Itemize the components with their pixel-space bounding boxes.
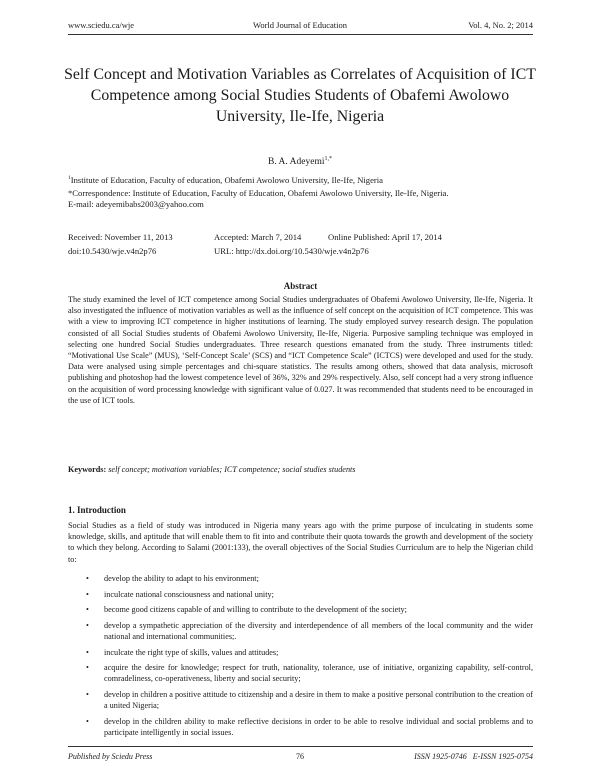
header-rule [68, 34, 533, 35]
affiliation-text: Institute of Education, Faculty of education, Obafemi Awolowo University, Ile-Ife, Nigeria [70, 174, 383, 185]
doi[interactable]: doi:10.5430/wje.v4n2p76 [68, 246, 157, 256]
objectives-list [68, 573, 533, 743]
list-item [68, 604, 533, 615]
header-journal: World Journal of Education [253, 20, 347, 30]
bullet-icon: • [86, 689, 89, 699]
received-date: Received: November 11, 2013 [68, 232, 173, 242]
accepted-date: Accepted: March 7, 2014 [214, 232, 302, 242]
keywords-label: Keywords: [68, 465, 107, 474]
paper-title: Self Concept and Motivation Variables as Correlates of Acquisition of ICT Competence among Social Studies Students of Obafemi Awolowo University, Ile-Ife, Nigeria [64, 66, 536, 125]
list-item [68, 689, 533, 711]
footer-rule [68, 746, 533, 747]
bullet-icon: • [86, 716, 89, 726]
list-item-text: acquire the desire for knowledge; respect for truth, nationality, tolerance, use of initiative, organizing capability, self-control, comradeliness, co-operativeness, liberty and social security; [104, 663, 533, 684]
page-number: 76 [296, 752, 304, 761]
abstract-heading: Abstract [283, 281, 318, 291]
footer-publisher: Published by Sciedu Press [68, 752, 153, 761]
list-item [68, 620, 533, 642]
bullet-icon: • [86, 663, 89, 673]
list-item-text: develop in the children ability to make reflective decisions in order to be able to resolve individual and social problems and to participate intelligently in social issues. [104, 716, 533, 737]
affiliation [68, 173, 533, 186]
list-item-text: develop in children a positive attitude to citizenship and a desire in them to make a positive personal contribution to the creation of a united Nigeria; [104, 689, 533, 711]
bullet-icon: • [86, 574, 89, 583]
list-item-text: become good citizens capable of and willing to contribute to the development of the society; [104, 605, 407, 615]
keywords [68, 465, 533, 474]
header-volume: Vol. 4, No. 2; 2014 [468, 20, 533, 30]
email[interactable]: E-mail: adeyemibabs2003@yahoo.com [68, 199, 204, 209]
bullet-icon: • [86, 620, 89, 630]
author-line [60, 156, 540, 167]
author-superscript: 1,* [324, 156, 332, 162]
url[interactable]: URL: http://dx.doi.org/10.5430/wje.v4n2p76 [214, 246, 369, 256]
author-name: B. A. Adeyemi [268, 157, 325, 168]
published-date: Online Published: April 17, 2014 [328, 232, 442, 242]
affiliation-superscript: 1 [68, 175, 71, 181]
introduction-paragraph: Social Studies as a field of study was introduced in Nigeria many years ago with the prime purpose of inculcating in students some knowledge, skills, and aptitude that will enable them to fit into and contribute their quota towards the growth and development of the society to which they belong. According to Salami (2001:133), the overall objectives of the Social Studies Curriculum are to help the Nigerian child to: [68, 521, 533, 564]
list-item-text: develop the ability to adapt to his environment; [104, 574, 259, 583]
list-item [68, 647, 533, 658]
list-item-text: develop a sympathetic appreciation of the diversity and interdependence of all members of the local community and the wider national and international communities;. [104, 620, 533, 641]
list-item [68, 716, 533, 738]
correspondence: *Correspondence: Institute of Education, Faculty of Education, Obafemi Awolowo University, Ile-Ife, Nigeria. [68, 188, 449, 198]
keywords-text: self concept; motivation variables; ICT competence; social studies students [108, 465, 356, 474]
list-item [68, 573, 533, 584]
introduction-heading: 1. Introduction [68, 505, 126, 515]
header-website[interactable]: www.sciedu.ca/wje [68, 20, 135, 30]
list-item-text: inculcate national consciousness and national unity; [104, 589, 274, 599]
bullet-icon: • [86, 605, 89, 615]
bullet-icon: • [86, 647, 89, 657]
abstract-text: The study examined the level of ICT competence among Social Studies undergraduates of Obafemi Awolowo University, Ile-Ife, Nigeria. It also investigated the influence of motivation variables as well as the influence of self concept on the acquisition of ICT competence. This was with a view to improving ICT competence in higher institutions of learning. The study employed survey research design. The population consisted of all Social Studies students of Obafemi Awolowo University, Ile-Ife, Nigeria. Purposive sampling technique was employed in selecting one hundred Social Studies undergraduates. Three research questions emanated from the study. Three instruments titled: “Motivational Use Scale” (MUS), ‘Self-Concept Scale’ (SCS) and “ICT Competence Scale” (ICTCS) were developed and used for the study. Data were analysed using simple percentages and chi-square statistics. The results among others, showed that data analysis, microsoft publishing and photoshop had the lowest competence level of 36%, 32% and 29% respectively. Also, self concept had a very strong influence on the acquisition of word processing knowledge with significant value of 0.027. It was recommended that students need to be encouraged in the use of ICT tools. [68, 295, 533, 405]
list-item [68, 589, 533, 600]
bullet-icon: • [86, 589, 89, 599]
list-item-text: inculcate the right type of skills, values and attitudes; [104, 647, 279, 657]
list-item [68, 662, 533, 684]
footer-issn: ISSN 1925-0746 E-ISSN 1925-0754 [414, 752, 533, 761]
